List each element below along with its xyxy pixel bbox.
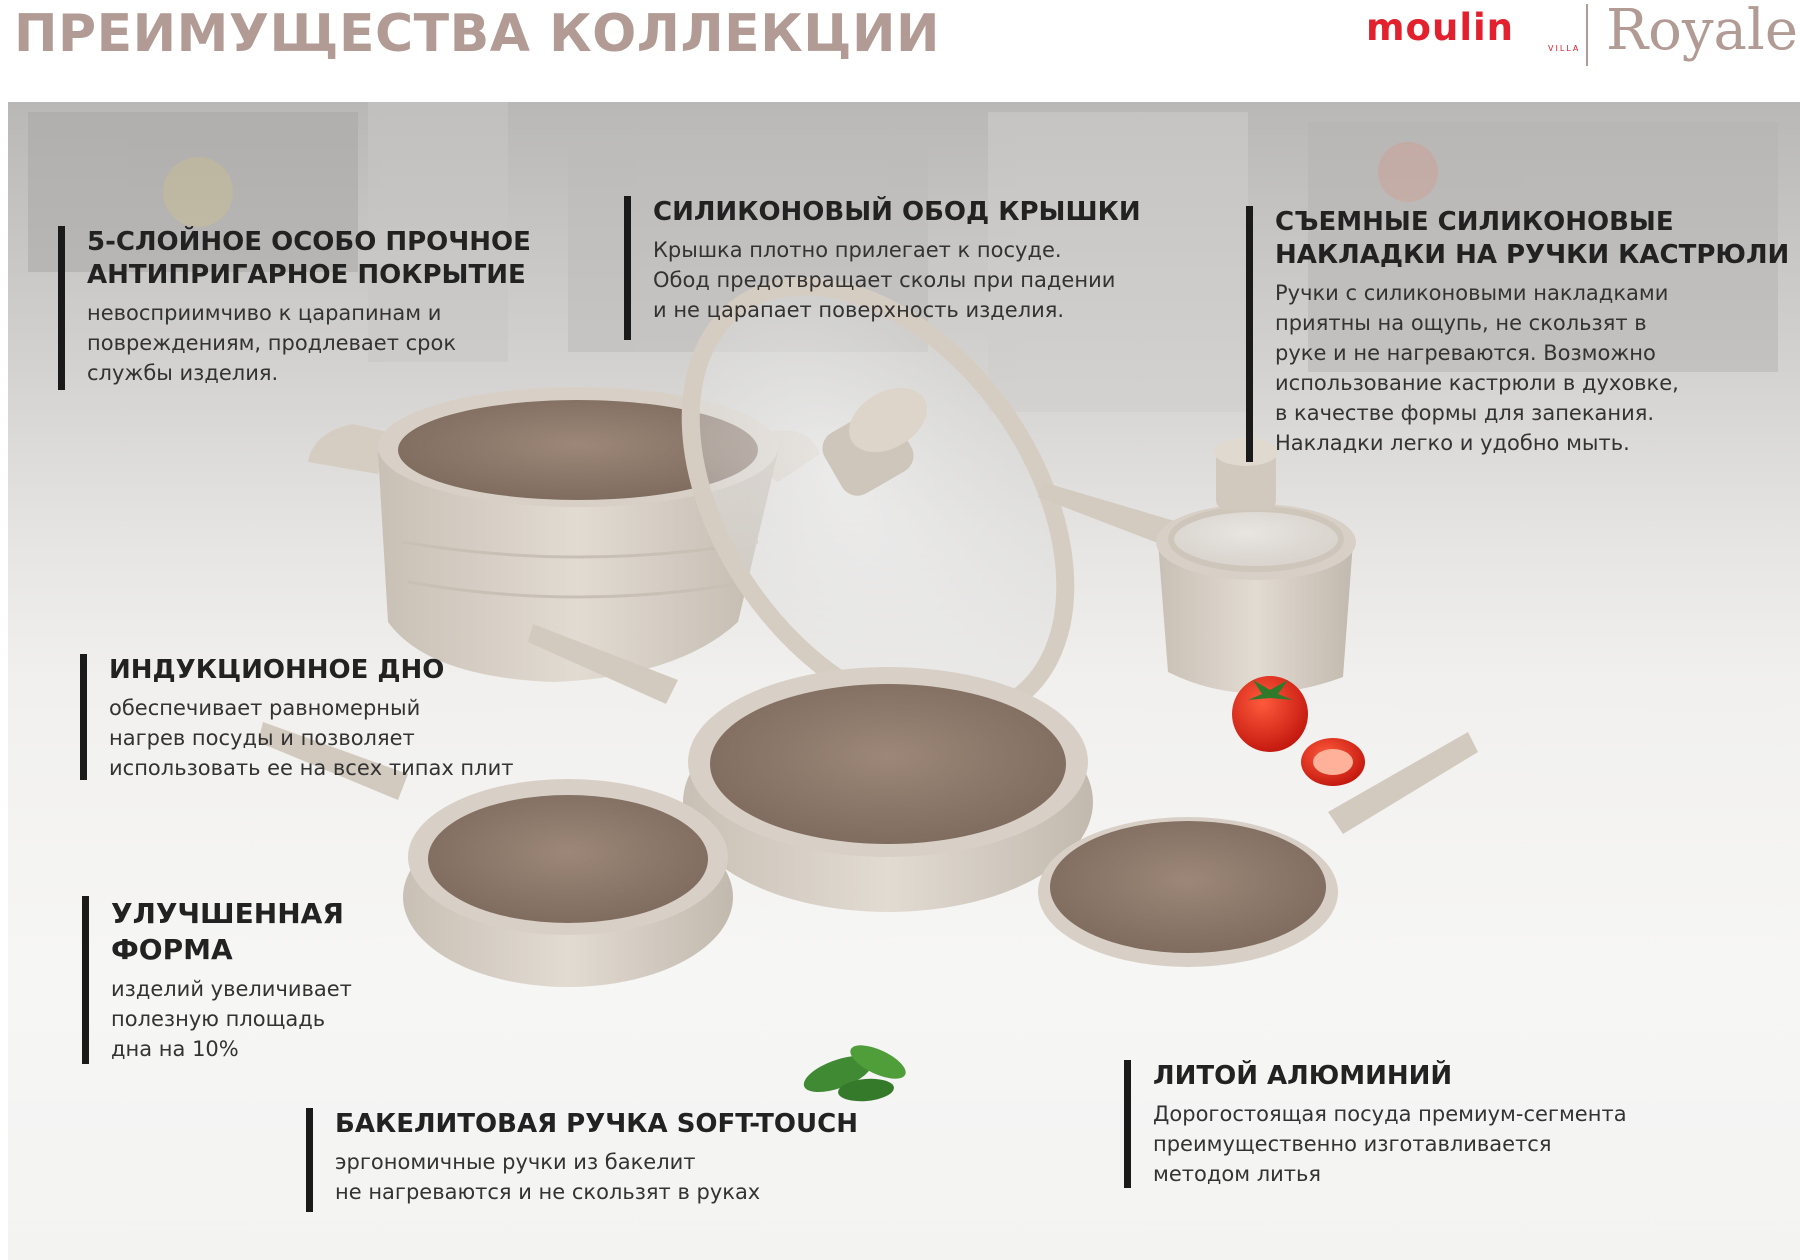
brand-logo-royale: Royale bbox=[1606, 0, 1798, 63]
feature-text: Дорогостоящая посуда премиум-сегмента преимущественно изготавливается методом литья bbox=[1153, 1102, 1627, 1186]
feature-text: невосприимчиво к царапинам и повреждениям, продлевает срок службы изделия. bbox=[87, 301, 457, 385]
feature-induction-bottom bbox=[80, 654, 513, 780]
feature-text: эргономичные ручки из бакелит не нагреваются и не скользят в руках bbox=[335, 1150, 761, 1204]
feature-silicone-handles bbox=[1246, 206, 1789, 462]
feature-coating bbox=[58, 226, 531, 390]
feature-improved-shape bbox=[82, 896, 352, 1064]
brand-logo-moulin: moulin bbox=[1366, 6, 1515, 49]
page-title: ПРЕИМУЩЕСТВА КОЛЛЕКЦИИ bbox=[14, 4, 940, 64]
feature-text: Ручки с силиконовыми накладками приятны на ощупь, не скользят в руке и не нагреваются. Возможно использование кастрюли в духовке, в качестве формы для запекания. Накладки легко и удобно мыть. bbox=[1275, 281, 1679, 455]
feature-lid-rim bbox=[624, 196, 1141, 340]
basil-decoration bbox=[799, 1038, 910, 1103]
brand-logo-villa: VILLA bbox=[1548, 44, 1581, 53]
feature-title: УЛУЧШЕННАЯ ФОРМА bbox=[111, 897, 344, 966]
crepe-pan bbox=[1038, 732, 1478, 967]
feature-title: ИНДУКЦИОННОЕ ДНО bbox=[109, 655, 445, 685]
feature-title: ЛИТОЙ АЛЮМИНИЙ bbox=[1153, 1061, 1453, 1091]
tomato-decoration bbox=[1232, 676, 1365, 786]
feature-title: 5-СЛОЙНОЕ ОСОБО ПРОЧНОЕ АНТИПРИГАРНОЕ ПОКРЫТИЕ bbox=[87, 227, 531, 290]
feature-text: обеспечивает равномерный нагрев посуды и позволяет использовать ее на всех типах плит bbox=[109, 696, 514, 780]
feature-title: СЪЕМНЫЕ СИЛИКОНОВЫЕ НАКЛАДКИ НА РУЧКИ КАСТРЮЛИ bbox=[1275, 207, 1790, 270]
feature-bakelite-handle bbox=[306, 1108, 858, 1212]
logo-divider bbox=[1586, 4, 1588, 66]
saucepan bbox=[1038, 438, 1356, 693]
feature-cast-aluminum bbox=[1124, 1060, 1627, 1188]
feature-text: изделий увеличивает полезную площадь дна на 10% bbox=[111, 977, 352, 1061]
feature-title: БАКЕЛИТОВАЯ РУЧКА SOFT-TOUCH bbox=[335, 1109, 858, 1139]
feature-title: СИЛИКОНОВЫЙ ОБОД КРЫШКИ bbox=[653, 197, 1141, 227]
feature-text: Крышка плотно прилегает к посуде. Обод предотвращает сколы при падении и не царапает поверхность изделия. bbox=[653, 238, 1116, 322]
